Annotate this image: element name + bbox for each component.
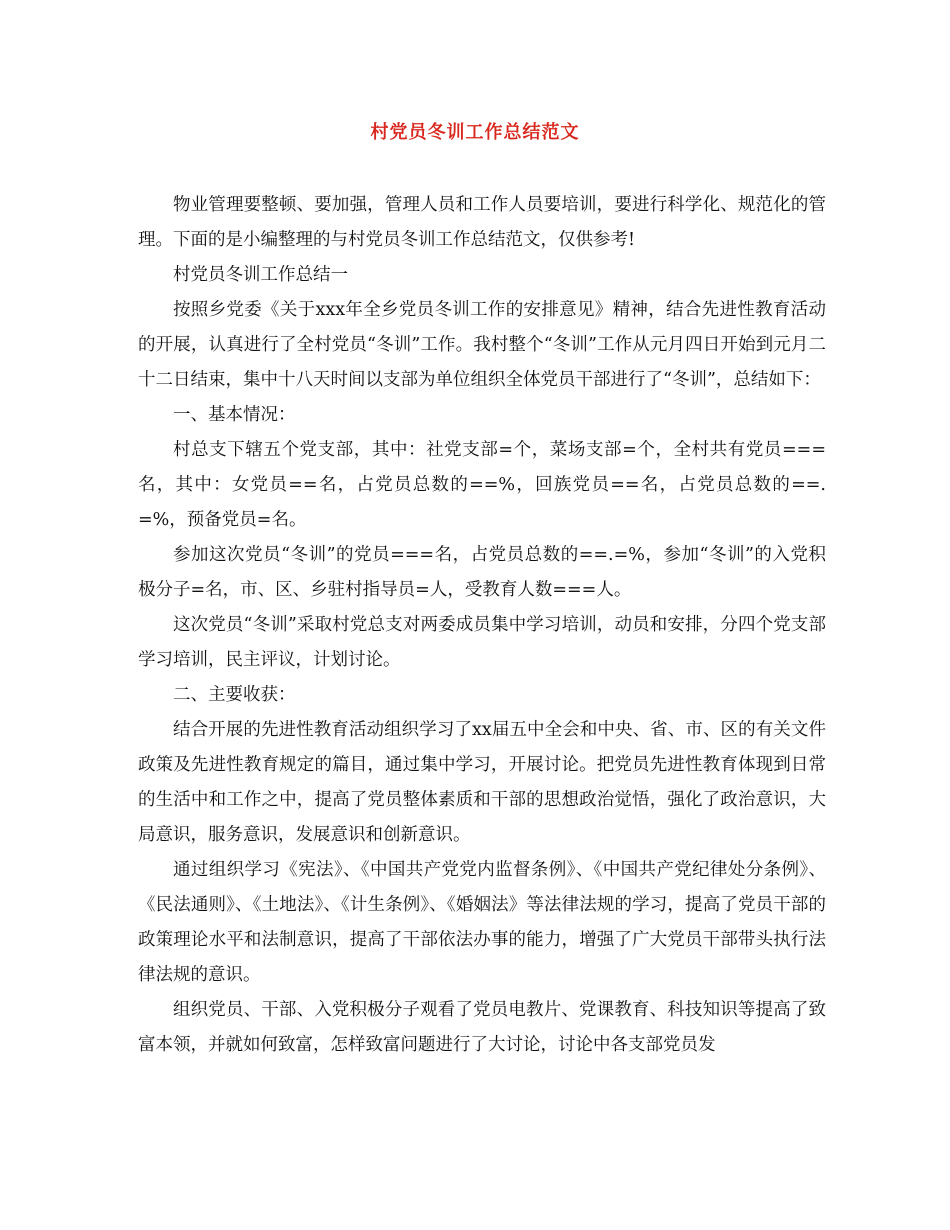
document-body [138,188,826,1063]
paragraph-law-study: 通过组织学习《宪法》、《中国共产党党内监督条例》、《中国共产党纪律处分条例》、《民法通则》、《土地法》、《计生条例》、《婚姻法》等法律法规的学习，提高了党员干部的政策理论水平和法制意识，提高了干部依法办事的能力，增强了广大党员干部带头执行法律法规的意识。 [138,860,826,985]
paragraph-education-viewing: 组织党员、干部、入党积极分子观看了党员电教片、党课教育、科技知识等提高了致富本领，并就如何致富，怎样致富问题进行了大讨论，讨论中各支部党员发 [138,1000,826,1055]
paragraph-party-branches: 村总支下辖五个党支部，其中：社党支部=个，菜场支部=个，全村共有党员===名，其中：女党员==名，占党员总数的==%，回族党员==名，占党员总数的==.=%，预备党员=名。 [138,440,826,530]
document-title: 村党员冬训工作总结范文 [370,122,580,143]
paragraph-overview: 按照乡党委《关于xxx年全乡党员冬训工作的安排意见》精神，结合先进性教育活动的开展，认真进行了全村党员“冬训”工作。我村整个“冬训”工作从元月四日开始到元月二十二日结束，集中十八天时间以支部为单位组织全体党员干部进行了“冬训”，总结如下： [138,300,826,390]
section-heading-basic-situation: 一、基本情况： [173,405,296,425]
paragraph-study-activities: 结合开展的先进性教育活动组织学习了xx届五中全会和中央、省、市、区的有关文件政策及先进性教育规定的篇目，通过集中学习，开展讨论。把党员先进性教育体现到日常的生活中和工作之中，提高了党员整体素质和干部的思想政治觉悟，强化了政治意识，大局意识，服务意识，发展意识和创新意识。 [138,720,826,845]
section-heading-summary-one: 村党员冬训工作总结一 [173,265,348,285]
paragraph-training-method: 这次党员“冬训”采取村党总支对两委成员集中学习培训，动员和安排，分四个党支部学习培训，民主评议，计划讨论。 [138,615,826,670]
section-heading-main-gains: 二、主要收获： [173,685,296,705]
paragraph-participants: 参加这次党员“冬训”的党员===名，占党员总数的==.=%，参加“冬训”的入党积极分子=名，市、区、乡驻村指导员=人，受教育人数===人。 [138,545,826,600]
paragraph-intro: 物业管理要整顿、要加强，管理人员和工作人员要培训，要进行科学化、规范化的管理。下面的是小编整理的与村党员冬训工作总结范文，仅供参考! [138,195,826,250]
